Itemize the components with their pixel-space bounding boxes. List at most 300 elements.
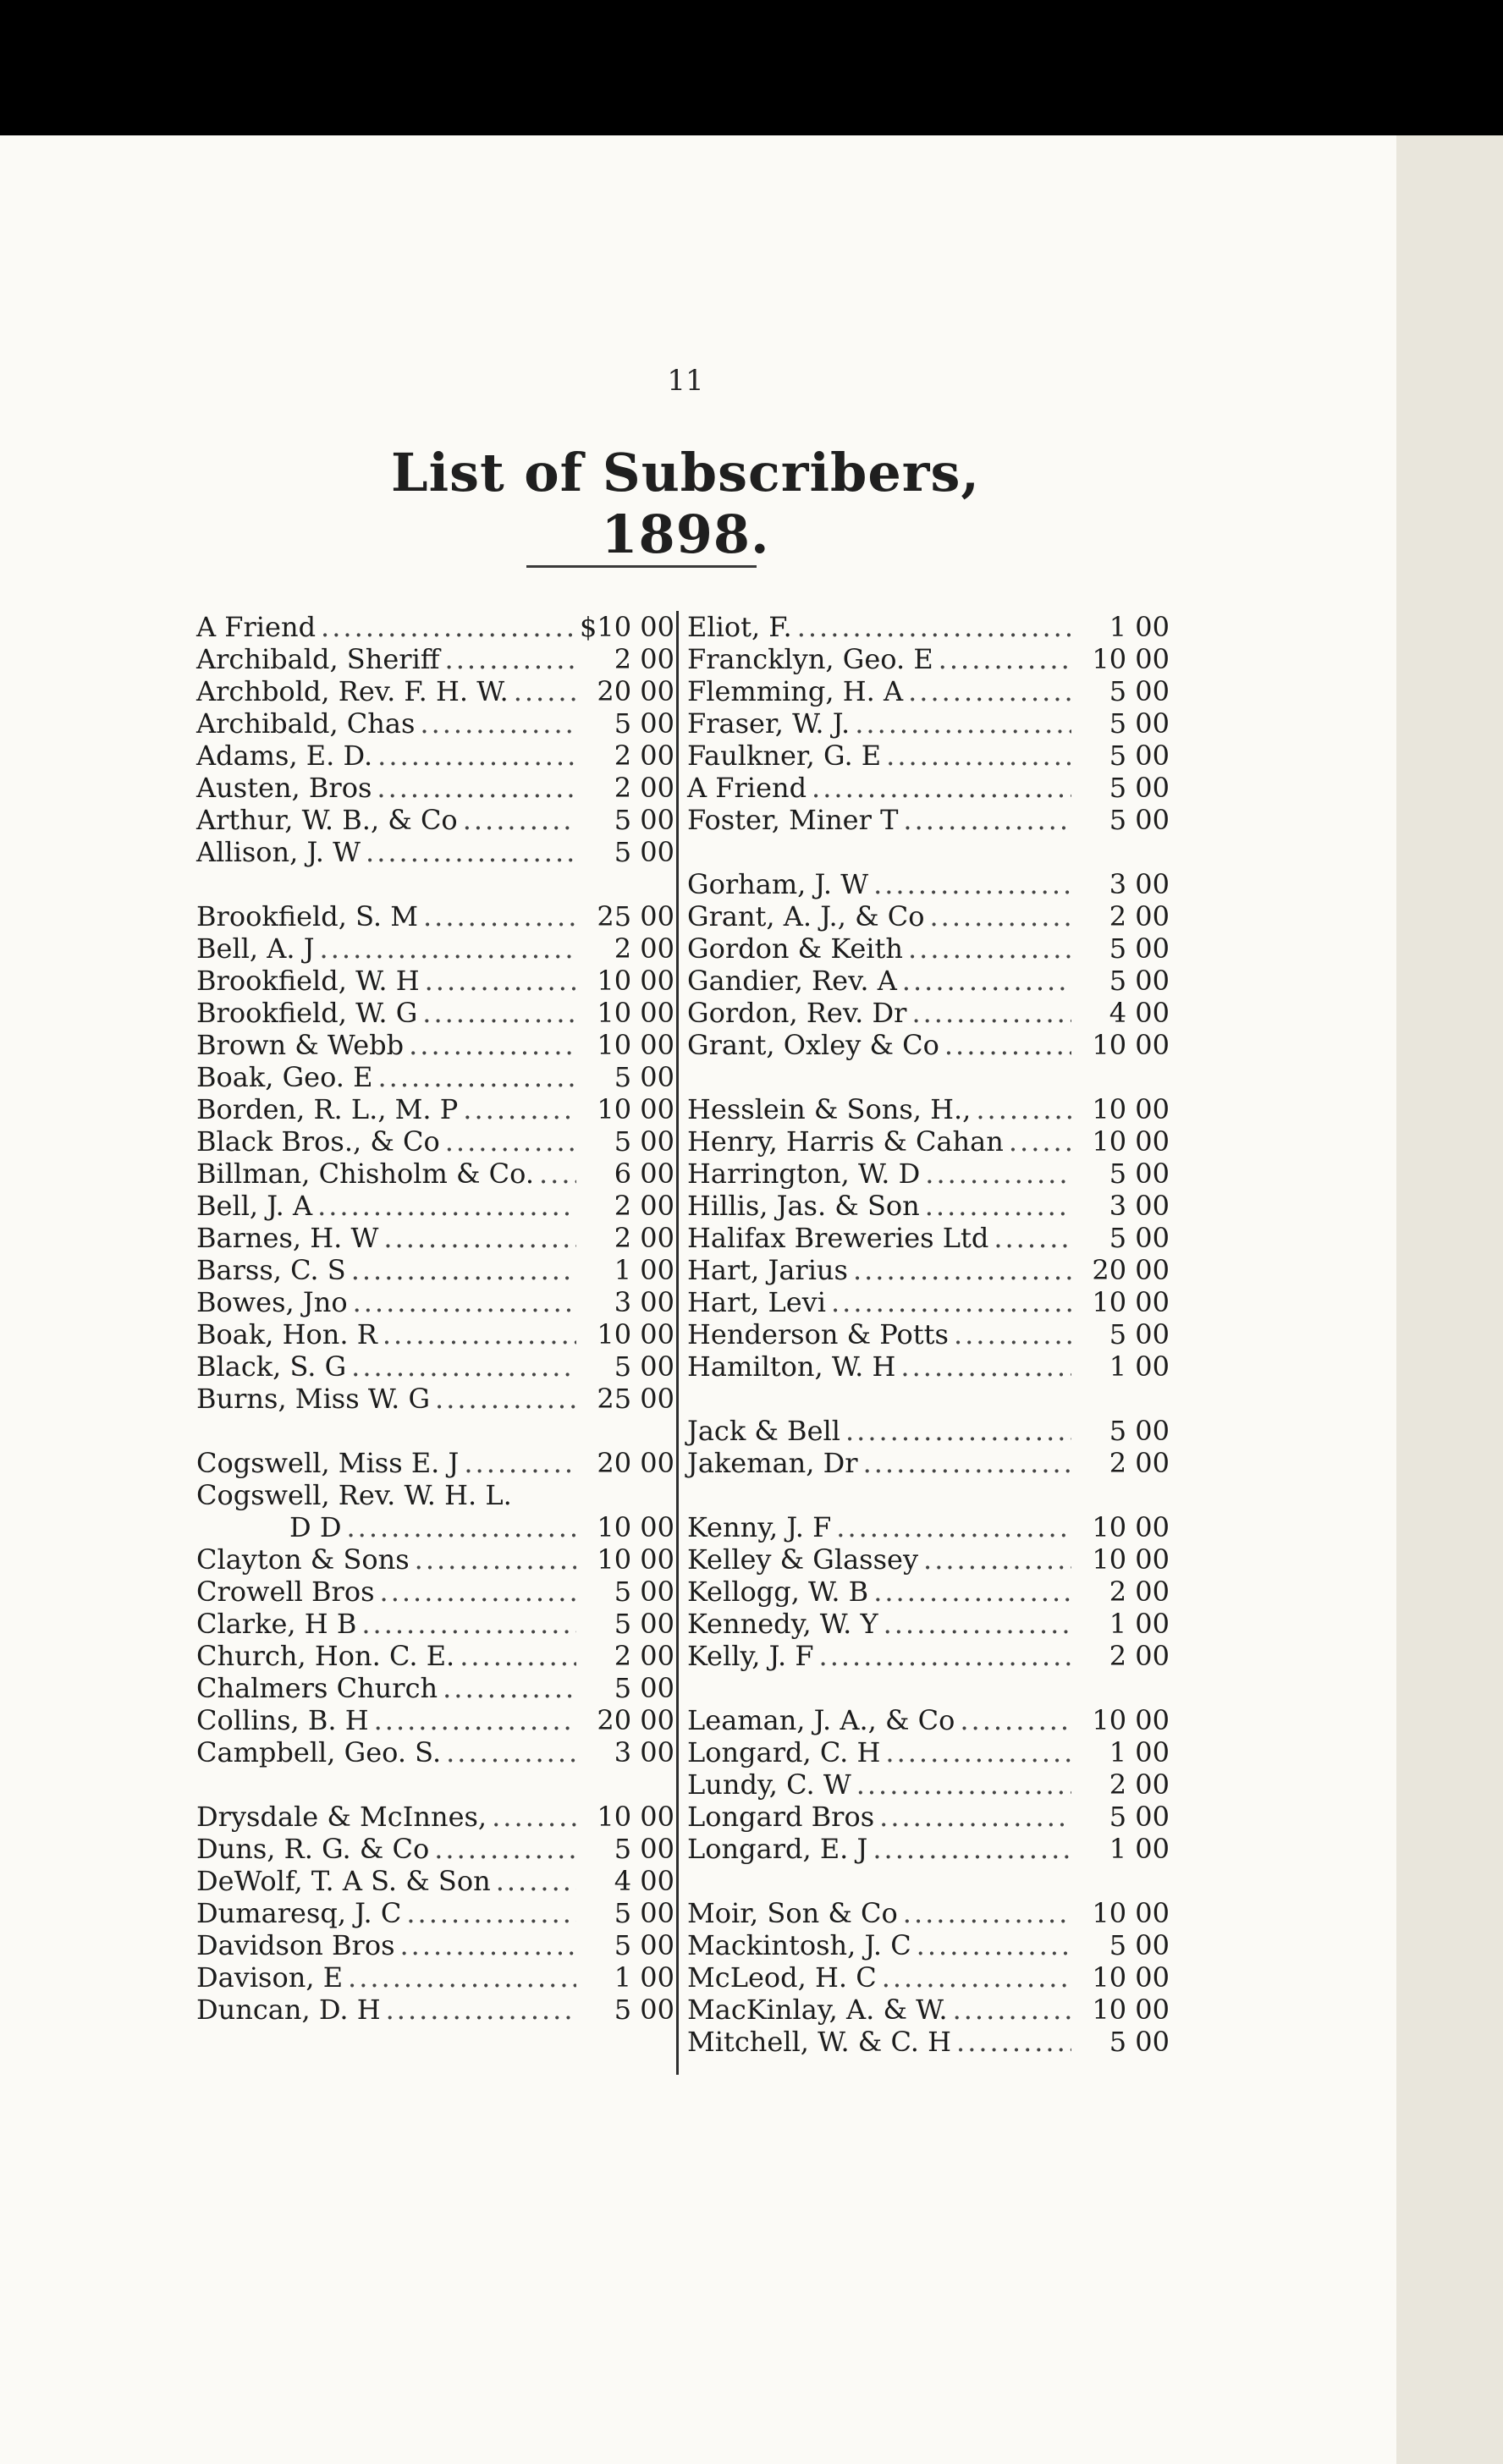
leader-dots bbox=[917, 1929, 1071, 1961]
subscriber-name: A Friend bbox=[687, 772, 807, 804]
subscription-amount: 1 00 bbox=[1109, 1833, 1170, 1865]
leader-dots bbox=[463, 804, 576, 836]
subscription-amount: 5 00 bbox=[1109, 1415, 1170, 1447]
subscriber-entry bbox=[196, 965, 674, 997]
subscriber-name: Kenny, J. F bbox=[687, 1511, 832, 1543]
subscriber-entry bbox=[687, 772, 1170, 804]
subscriber-list-right bbox=[687, 611, 1170, 2058]
subscriber-name: Black, S. G bbox=[196, 1350, 347, 1383]
subscription-amount: 5 00 bbox=[614, 836, 674, 868]
subscriber-entry bbox=[196, 1865, 674, 1897]
subscriber-name: Barss, C. S bbox=[196, 1254, 346, 1286]
leader-dots bbox=[882, 1961, 1071, 1994]
subscriber-name: Hamilton, W. H bbox=[687, 1350, 896, 1383]
subscription-amount: 4 00 bbox=[614, 1865, 674, 1897]
subscriber-entry bbox=[196, 611, 674, 643]
leader-dots bbox=[496, 1865, 576, 1897]
subscription-amount: 2 00 bbox=[1109, 1768, 1170, 1801]
subscriber-entry bbox=[196, 1158, 674, 1190]
subscription-amount: 5 00 bbox=[614, 1576, 674, 1608]
subscription-amount: 10 00 bbox=[1092, 1994, 1170, 2026]
section-gap bbox=[687, 1865, 1170, 1897]
subscriber-entry bbox=[196, 1608, 674, 1640]
subscriber-entry bbox=[196, 643, 674, 675]
subscriber-entry bbox=[196, 997, 674, 1029]
page-title: List of Subscribers, 1898. bbox=[391, 442, 980, 565]
subscription-amount: 10 00 bbox=[1092, 1543, 1170, 1576]
subscriber-name: Brookfield, S. M bbox=[196, 900, 418, 932]
subscriber-name: Mitchell, W. & C. H bbox=[687, 2026, 952, 2058]
subscription-amount: 4 00 bbox=[1109, 997, 1170, 1029]
leader-dots bbox=[380, 1576, 576, 1608]
leader-dots bbox=[925, 1158, 1071, 1190]
subscription-amount: 5 00 bbox=[1109, 740, 1170, 772]
subscriber-entry bbox=[687, 740, 1170, 772]
subscriber-entry bbox=[196, 900, 674, 932]
subscription-amount: 6 00 bbox=[614, 1158, 674, 1190]
subscriber-name: Hart, Jarius bbox=[687, 1254, 848, 1286]
subscriber-entry bbox=[687, 1029, 1170, 1061]
subscription-amount: 5 00 bbox=[1109, 1318, 1170, 1350]
leader-dots bbox=[856, 1768, 1071, 1801]
subscription-amount: 10 00 bbox=[1092, 1286, 1170, 1318]
subscriber-name: Dumaresq, J. C bbox=[196, 1897, 402, 1929]
leader-dots bbox=[903, 804, 1071, 836]
subscriber-name: Davison, E bbox=[196, 1961, 344, 1994]
subscriber-entry bbox=[196, 1672, 674, 1704]
subscriber-entry bbox=[196, 1222, 674, 1254]
subscriber-entry bbox=[196, 1511, 674, 1543]
leader-dots bbox=[443, 1672, 576, 1704]
leader-dots bbox=[415, 1543, 576, 1576]
subscription-amount: 10 00 bbox=[597, 997, 674, 1029]
subscriber-entry bbox=[687, 1190, 1170, 1222]
subscription-amount: 5 00 bbox=[1109, 932, 1170, 965]
section-gap bbox=[196, 868, 674, 900]
leader-dots bbox=[908, 932, 1071, 965]
subscription-amount: 5 00 bbox=[614, 804, 674, 836]
subscription-amount: 5 00 bbox=[614, 1929, 674, 1961]
subscriber-name: MacKinlay, A. & W. bbox=[687, 1994, 948, 2026]
subscription-amount: 2 00 bbox=[1109, 1640, 1170, 1672]
leader-dots bbox=[409, 1029, 576, 1061]
subscription-amount: 5 00 bbox=[1109, 1801, 1170, 1833]
subscription-amount: 5 00 bbox=[1109, 1158, 1170, 1190]
subscription-amount: 2 00 bbox=[1109, 1576, 1170, 1608]
subscription-amount: 5 00 bbox=[1109, 965, 1170, 997]
subscriber-entry bbox=[196, 1350, 674, 1383]
subscription-amount: 5 00 bbox=[1109, 2026, 1170, 2058]
leader-dots bbox=[929, 900, 1071, 932]
leader-dots bbox=[446, 1736, 576, 1768]
leader-dots bbox=[374, 1704, 576, 1736]
subscriber-name: Archibald, Chas bbox=[196, 707, 416, 740]
leader-dots bbox=[445, 1125, 576, 1158]
subscription-amount: 10 00 bbox=[597, 1029, 674, 1061]
subscriber-name: Leaman, J. A., & Co bbox=[687, 1704, 955, 1736]
leader-dots bbox=[819, 1640, 1071, 1672]
subscription-amount: 25 00 bbox=[597, 1383, 674, 1415]
subscriber-name: Collins, B. H bbox=[196, 1704, 369, 1736]
subscriber-entry bbox=[687, 997, 1170, 1029]
subscription-amount: 20 00 bbox=[1092, 1254, 1170, 1286]
subscriber-entry bbox=[687, 1093, 1170, 1125]
subscription-amount: 10 00 bbox=[1092, 1704, 1170, 1736]
leader-dots bbox=[797, 611, 1071, 643]
subscriber-name: Gorham, J. W bbox=[687, 868, 869, 900]
subscription-amount: 1 00 bbox=[614, 1254, 674, 1286]
leader-dots bbox=[320, 932, 576, 965]
leader-dots bbox=[377, 772, 576, 804]
section-gap bbox=[687, 1061, 1170, 1093]
leader-dots bbox=[863, 1447, 1071, 1479]
subscriber-name: Duns, R. G. & Co bbox=[196, 1833, 430, 1865]
subscriber-entry bbox=[687, 611, 1170, 643]
subscriber-name: Black Bros., & Co bbox=[196, 1125, 440, 1158]
subscription-amount: 3 00 bbox=[614, 1286, 674, 1318]
subscription-amount: 5 00 bbox=[1109, 772, 1170, 804]
subscription-amount: 10 00 bbox=[597, 1093, 674, 1125]
subscriber-name: Church, Hon. C. E. bbox=[196, 1640, 455, 1672]
subscriber-entry bbox=[687, 1158, 1170, 1190]
subscriber-entry bbox=[687, 1768, 1170, 1801]
next-page-edge bbox=[1396, 135, 1503, 2464]
subscriber-entry bbox=[687, 1318, 1170, 1350]
section-gap bbox=[687, 836, 1170, 868]
leader-dots bbox=[855, 707, 1071, 740]
leader-dots bbox=[321, 611, 575, 643]
leader-dots bbox=[386, 1994, 576, 2026]
subscriber-name: Francklyn, Geo. E bbox=[687, 643, 933, 675]
leader-dots bbox=[383, 1222, 576, 1254]
subscriber-entry bbox=[687, 675, 1170, 707]
subscriber-name: Lundy, C. W bbox=[687, 1768, 851, 1801]
subscriber-name: Allison, J. W bbox=[196, 836, 361, 868]
subscription-amount: 5 00 bbox=[1109, 1929, 1170, 1961]
subscription-amount: 5 00 bbox=[1109, 1222, 1170, 1254]
subscription-amount: 10 00 bbox=[1092, 1125, 1170, 1158]
subscriber-name: Boak, Geo. E bbox=[196, 1061, 373, 1093]
subscriber-entry bbox=[196, 1994, 674, 2026]
subscriber-entry bbox=[196, 740, 674, 772]
subscriber-entry bbox=[687, 804, 1170, 836]
leader-dots bbox=[923, 1543, 1071, 1576]
subscriber-name: Bell, J. A bbox=[196, 1190, 313, 1222]
subscriber-entry bbox=[196, 804, 674, 836]
subscription-amount: 2 00 bbox=[1109, 1447, 1170, 1479]
subscription-amount: 1 00 bbox=[1109, 1350, 1170, 1383]
subscriber-name: Billman, Chisholm & Co. bbox=[196, 1158, 534, 1190]
subscription-amount: 1 00 bbox=[1109, 611, 1170, 643]
subscriber-entry bbox=[196, 1029, 674, 1061]
subscriber-name: Hesslein & Sons, H., bbox=[687, 1093, 972, 1125]
subscription-amount: 10 00 bbox=[1092, 1961, 1170, 1994]
subscriber-name: Cogswell, Rev. W. H. L. bbox=[196, 1479, 512, 1511]
leader-dots bbox=[885, 1736, 1071, 1768]
subscription-amount: 10 00 bbox=[597, 1801, 674, 1833]
subscription-amount: 2 00 bbox=[614, 1640, 674, 1672]
subscriber-name: Harrington, W. D bbox=[687, 1158, 921, 1190]
leader-dots bbox=[831, 1286, 1071, 1318]
subscriber-entry bbox=[687, 1350, 1170, 1383]
leader-dots bbox=[954, 1318, 1071, 1350]
subscriber-name: Grant, Oxley & Co bbox=[687, 1029, 939, 1061]
subscription-amount: 10 00 bbox=[597, 965, 674, 997]
subscriber-name: Gandier, Rev. A bbox=[687, 965, 897, 997]
subscriber-name: Brookfield, W. G bbox=[196, 997, 418, 1029]
subscription-amount: 3 00 bbox=[614, 1736, 674, 1768]
subscriber-name: Longard Bros bbox=[687, 1801, 875, 1833]
subscriber-name: Hillis, Jas. & Son bbox=[687, 1190, 920, 1222]
subscriber-entry bbox=[687, 1929, 1170, 1961]
subscriber-entry bbox=[196, 1383, 674, 1415]
subscriber-list-left bbox=[196, 611, 674, 2026]
subscription-amount: 2 00 bbox=[614, 772, 674, 804]
subscriber-name: Longard, C. H bbox=[687, 1736, 881, 1768]
leader-dots bbox=[911, 997, 1071, 1029]
title-rule bbox=[526, 565, 757, 568]
subscriber-entry bbox=[196, 1190, 674, 1222]
subscriber-entry bbox=[687, 1511, 1170, 1543]
leader-dots bbox=[346, 1511, 576, 1543]
subscriber-name: Drysdale & McInnes, bbox=[196, 1801, 487, 1833]
subscriber-name: Gordon & Keith bbox=[687, 932, 903, 965]
leader-dots bbox=[400, 1929, 577, 1961]
subscriber-entry bbox=[196, 1961, 674, 1994]
leader-dots bbox=[378, 1061, 577, 1093]
leader-dots bbox=[884, 1608, 1071, 1640]
subscription-amount: 2 00 bbox=[614, 1222, 674, 1254]
leader-dots bbox=[976, 1093, 1071, 1125]
section-gap bbox=[687, 1672, 1170, 1704]
leader-dots bbox=[853, 1254, 1071, 1286]
subscriber-name: Flemming, H. A bbox=[687, 675, 904, 707]
leader-dots bbox=[836, 1511, 1071, 1543]
leader-dots bbox=[944, 1029, 1071, 1061]
leader-dots bbox=[348, 1961, 576, 1994]
leader-dots bbox=[994, 1222, 1071, 1254]
leader-dots bbox=[873, 868, 1071, 900]
subscriber-name: Brown & Webb bbox=[196, 1029, 405, 1061]
subscriber-name: Barnes, H. W bbox=[196, 1222, 379, 1254]
leader-dots bbox=[353, 1286, 576, 1318]
leader-dots bbox=[539, 1158, 576, 1190]
subscription-amount: 5 00 bbox=[1109, 804, 1170, 836]
subscriber-name: Foster, Miner T bbox=[687, 804, 899, 836]
subscriber-entry bbox=[196, 1929, 674, 1961]
subscriber-name: Davidson Bros bbox=[196, 1929, 395, 1961]
subscriber-entry bbox=[687, 1286, 1170, 1318]
page-number: 11 bbox=[667, 364, 704, 398]
subscriber-entry bbox=[196, 675, 674, 707]
subscriber-entry bbox=[687, 1736, 1170, 1768]
subscriber-entry bbox=[687, 1994, 1170, 2026]
subscriber-entry bbox=[196, 1125, 674, 1158]
subscriber-entry bbox=[196, 1286, 674, 1318]
leader-dots bbox=[879, 1801, 1071, 1833]
subscriber-entry bbox=[196, 1254, 674, 1286]
leader-dots bbox=[406, 1897, 576, 1929]
subscription-amount: 20 00 bbox=[597, 1447, 674, 1479]
leader-dots bbox=[366, 836, 576, 868]
subscriber-name: Jakeman, Dr bbox=[687, 1447, 858, 1479]
subscriber-entry bbox=[687, 932, 1170, 965]
subscriber-name: Cogswell, Miss E. J bbox=[196, 1447, 460, 1479]
subscriber-entry bbox=[687, 1833, 1170, 1865]
leader-dots bbox=[925, 1190, 1071, 1222]
subscription-amount: 10 00 bbox=[597, 1543, 674, 1576]
subscriber-entry bbox=[687, 1447, 1170, 1479]
leader-dots bbox=[812, 772, 1071, 804]
subscriber-name: Clayton & Sons bbox=[196, 1543, 410, 1576]
subscriber-name: Mackintosh, J. C bbox=[687, 1929, 911, 1961]
subscriber-name: Henderson & Potts bbox=[687, 1318, 949, 1350]
subscriber-name: Jack & Bell bbox=[687, 1415, 840, 1447]
subscription-amount: $10 00 bbox=[580, 611, 674, 643]
subscriber-name: Archbold, Rev. F. H. W. bbox=[196, 675, 509, 707]
leader-dots bbox=[873, 1576, 1071, 1608]
subscriber-entry bbox=[196, 1704, 674, 1736]
subscription-amount: 1 00 bbox=[1109, 1608, 1170, 1640]
subscriber-entry bbox=[196, 1093, 674, 1125]
subscriber-name: Eliot, F. bbox=[687, 611, 792, 643]
subscription-amount: 5 00 bbox=[614, 1608, 674, 1640]
subscriber-entry bbox=[196, 1061, 674, 1093]
subscriber-entry bbox=[687, 1897, 1170, 1929]
subscription-amount: 25 00 bbox=[597, 900, 674, 932]
subscriber-name: Chalmers Church bbox=[196, 1672, 438, 1704]
subscriber-name: Austen, Bros bbox=[196, 772, 372, 804]
subscription-amount: 3 00 bbox=[1109, 868, 1170, 900]
leader-dots bbox=[435, 1383, 576, 1415]
subscription-amount: 10 00 bbox=[1092, 1029, 1170, 1061]
leader-dots bbox=[351, 1350, 576, 1383]
subscription-amount: 5 00 bbox=[614, 707, 674, 740]
subscriber-entry bbox=[196, 1543, 674, 1576]
leader-dots bbox=[845, 1415, 1071, 1447]
subscriber-name: Kennedy, W. Y bbox=[687, 1608, 878, 1640]
subscriber-entry bbox=[687, 1704, 1170, 1736]
section-gap bbox=[196, 1415, 674, 1447]
subscriber-entry bbox=[687, 2026, 1170, 2058]
subscriber-name: Longard, E. J bbox=[687, 1833, 868, 1865]
facing-page-edge bbox=[0, 135, 22, 2464]
subscriber-name: Clarke, H B bbox=[196, 1608, 357, 1640]
section-gap bbox=[196, 1768, 674, 1801]
leader-dots bbox=[361, 1608, 576, 1640]
leader-dots bbox=[902, 965, 1071, 997]
subscriber-entry bbox=[687, 1222, 1170, 1254]
leader-dots bbox=[383, 1318, 576, 1350]
subscriber-entry bbox=[687, 1125, 1170, 1158]
subscriber-entry bbox=[687, 1543, 1170, 1576]
subscriber-entry bbox=[687, 643, 1170, 675]
leader-dots bbox=[492, 1801, 576, 1833]
subscriber-name: Boak, Hon. R bbox=[196, 1318, 377, 1350]
subscriber-entry bbox=[687, 707, 1170, 740]
leader-dots bbox=[956, 2026, 1071, 2058]
subscription-amount: 1 00 bbox=[614, 1961, 674, 1994]
subscriber-entry bbox=[196, 1801, 674, 1833]
subscriber-entry bbox=[687, 868, 1170, 900]
subscriber-name: Henry, Harris & Cahan bbox=[687, 1125, 1004, 1158]
subscriber-entry bbox=[196, 1318, 674, 1350]
subscription-amount: 10 00 bbox=[1092, 1897, 1170, 1929]
subscriber-name: Brookfield, W. H bbox=[196, 965, 420, 997]
subscription-amount: 5 00 bbox=[614, 1897, 674, 1929]
subscriber-name: Arthur, W. B., & Co bbox=[196, 804, 458, 836]
leader-dots bbox=[445, 643, 576, 675]
subscription-amount: 2 00 bbox=[614, 643, 674, 675]
subscriber-name: Fraser, W. J. bbox=[687, 707, 851, 740]
leader-dots bbox=[1009, 1125, 1071, 1158]
leader-dots bbox=[908, 675, 1071, 707]
subscriber-entry bbox=[196, 836, 674, 868]
leader-dots bbox=[939, 643, 1071, 675]
subscriber-name: Kelley & Glassey bbox=[687, 1543, 919, 1576]
subscriber-entry bbox=[196, 707, 674, 740]
subscription-amount: 5 00 bbox=[614, 1125, 674, 1158]
leader-dots bbox=[351, 1254, 576, 1286]
subscription-amount: 10 00 bbox=[1092, 643, 1170, 675]
subscriber-name: D D bbox=[289, 1511, 342, 1543]
subscription-amount: 5 00 bbox=[614, 1061, 674, 1093]
subscriber-name: Burns, Miss W. G bbox=[196, 1383, 431, 1415]
subscription-amount: 10 00 bbox=[1092, 1511, 1170, 1543]
subscriber-name: Halifax Breweries Ltd bbox=[687, 1222, 989, 1254]
subscription-amount: 5 00 bbox=[1109, 675, 1170, 707]
subscription-amount: 5 00 bbox=[614, 1994, 674, 2026]
subscriber-entry bbox=[196, 1640, 674, 1672]
subscriber-name: Moir, Son & Co bbox=[687, 1897, 898, 1929]
leader-dots bbox=[317, 1190, 576, 1222]
subscription-amount: 2 00 bbox=[1109, 900, 1170, 932]
subscription-amount: 2 00 bbox=[614, 740, 674, 772]
subscriber-entry bbox=[196, 772, 674, 804]
leader-dots bbox=[514, 675, 576, 707]
subscriber-entry bbox=[687, 1961, 1170, 1994]
subscriber-name: Borden, R. L., M. P bbox=[196, 1093, 459, 1125]
subscriber-name: Bell, A. J bbox=[196, 932, 315, 965]
subscriber-name: A Friend bbox=[196, 611, 317, 643]
leader-dots bbox=[873, 1833, 1071, 1865]
subscriber-name: DeWolf, T. A S. & Son bbox=[196, 1865, 491, 1897]
leader-dots bbox=[460, 1640, 576, 1672]
subscriber-name: Bowes, Jno bbox=[196, 1286, 348, 1318]
subscriber-name: Crowell Bros bbox=[196, 1576, 375, 1608]
subscriber-name: Gordon, Rev. Dr bbox=[687, 997, 907, 1029]
leader-dots bbox=[886, 740, 1071, 772]
subscriber-entry bbox=[196, 1833, 674, 1865]
subscription-amount: 2 00 bbox=[614, 932, 674, 965]
leader-dots bbox=[420, 707, 576, 740]
leader-dots bbox=[960, 1704, 1071, 1736]
subscription-amount: 20 00 bbox=[597, 675, 674, 707]
subscriber-name: Campbell, Geo. S. bbox=[196, 1736, 442, 1768]
section-gap bbox=[687, 1383, 1170, 1415]
leader-dots bbox=[953, 1994, 1071, 2026]
subscriber-entry bbox=[687, 1640, 1170, 1672]
subscriber-name: McLeod, H. C bbox=[687, 1961, 877, 1994]
leader-dots bbox=[464, 1447, 576, 1479]
subscription-amount: 5 00 bbox=[614, 1350, 674, 1383]
subscription-amount: 10 00 bbox=[597, 1511, 674, 1543]
subscription-amount: 10 00 bbox=[1092, 1093, 1170, 1125]
subscriber-name: Archibald, Sheriff bbox=[196, 643, 440, 675]
subscriber-entry bbox=[687, 965, 1170, 997]
subscription-amount: 5 00 bbox=[614, 1833, 674, 1865]
subscriber-name: Adams, E. D. bbox=[196, 740, 373, 772]
